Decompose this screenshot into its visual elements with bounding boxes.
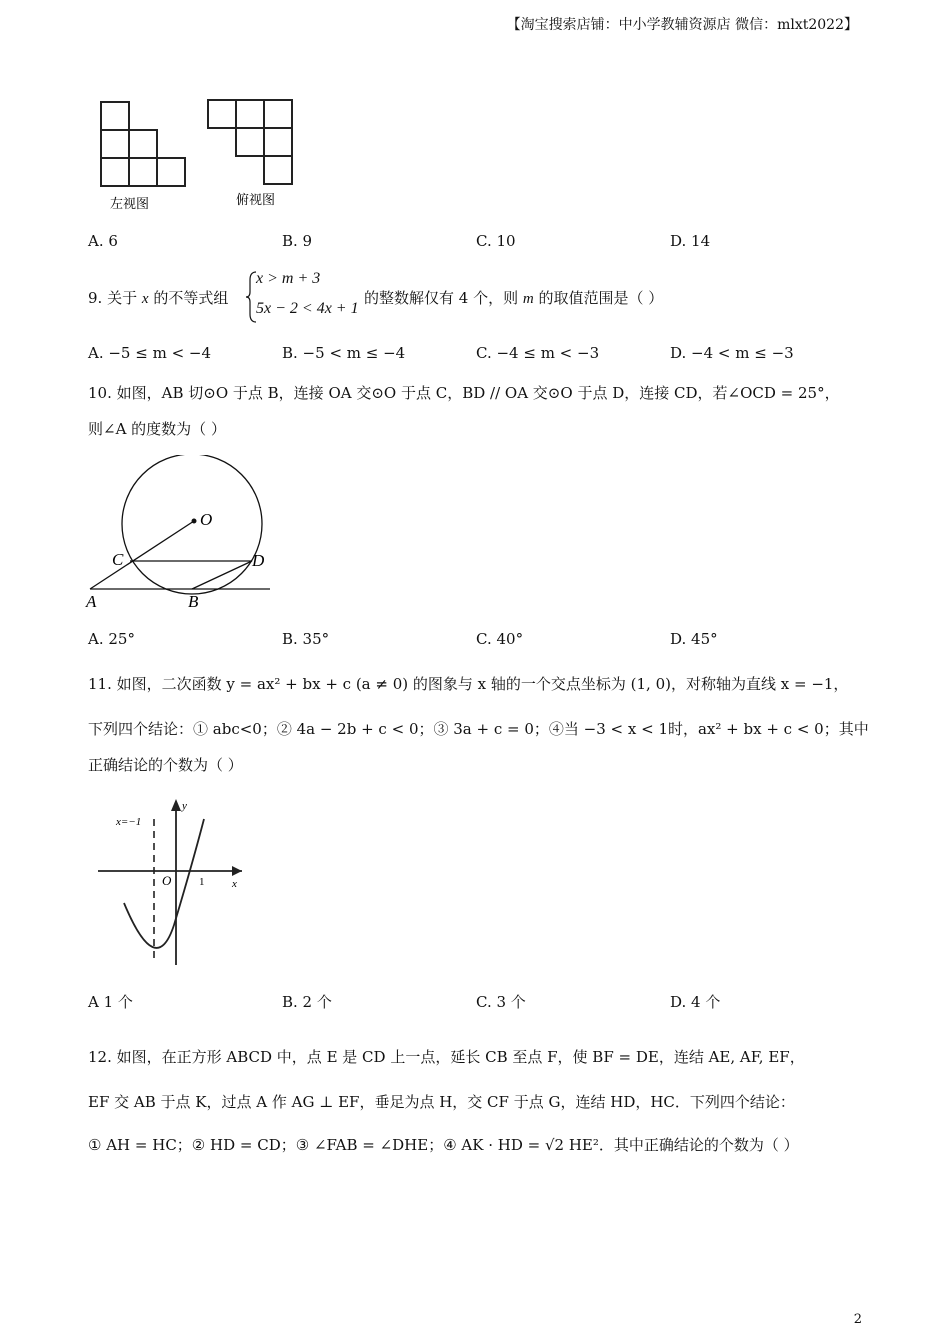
- q9-suffix1: 的整数解仅有 4 个，则: [364, 289, 519, 307]
- one-label: 1: [199, 876, 205, 888]
- q8-option-c: C. 10: [476, 232, 516, 250]
- origin-label: O: [162, 873, 172, 888]
- q11-line-3: 正确结论的个数为（ ）: [88, 756, 243, 774]
- q9-suffix2: 的取值范围是（ ）: [538, 289, 664, 307]
- header-shop-info: 【淘宝搜索店铺：中小学教辅资源店 微信：mlxt2022】: [506, 17, 858, 33]
- q12-line-1: 12. 如图，在正方形 ABCD 中，点 E 是 CD 上一点，延长 CB 至点 F，使 BF = DE，连结 AE, AF, EF，: [88, 1048, 805, 1066]
- q8-option-a: A. 6: [88, 232, 118, 250]
- q9-ineq-2: 5x − 2 < 4x + 1: [256, 300, 359, 317]
- q11-option-c: C. 3 个: [476, 993, 526, 1011]
- top-view-label: 俯视图: [236, 192, 276, 207]
- center-dot: [192, 519, 197, 524]
- q10-circle-figure: [82, 455, 282, 615]
- q10-line-1: 10. 如图，AB 切⊙O 于点 B，连接 OA 交⊙O 于点 C，BD // OA 交⊙O 于点 D，连接 CD，若∠OCD = 25°，: [88, 384, 840, 402]
- chord-bd: [192, 561, 252, 589]
- x-label: x: [232, 878, 237, 890]
- q9-ineq-1: x > m + 3: [256, 270, 321, 287]
- q11-option-d: D. 4 个: [670, 993, 721, 1011]
- q10-option-a: A. 25°: [88, 630, 135, 648]
- y-label: y: [182, 800, 187, 812]
- q11-option-b: B. 2 个: [282, 993, 332, 1011]
- q10-option-b: B. 35°: [282, 630, 330, 648]
- label-b: B: [188, 592, 199, 611]
- q9-var-x: x: [141, 291, 149, 307]
- q8-option-b: B. 9: [282, 232, 313, 250]
- q10-line-2: 则∠A 的度数为（ ）: [88, 420, 226, 438]
- label-d: D: [252, 551, 265, 570]
- q9-text-suffix: [364, 287, 663, 308]
- x-axis-arrow-icon: [232, 866, 242, 876]
- q10-option-c: C. 40°: [476, 630, 524, 648]
- q9-prefix: 9. 关于: [88, 289, 138, 307]
- top-view-grid: [208, 100, 292, 184]
- q9-option-a: A. −5 ≤ m < −4: [88, 344, 212, 362]
- q8-views-figure: [96, 92, 306, 217]
- left-view-grid: [101, 102, 185, 186]
- y-axis-arrow-icon: [171, 799, 181, 811]
- q11-parabola-graph: [96, 795, 256, 970]
- page-number: 2: [853, 1312, 862, 1327]
- q9-mid: 的不等式组: [153, 289, 229, 307]
- label-o: O: [200, 510, 213, 529]
- left-view-label: 左视图: [110, 196, 150, 211]
- q11-line-2: 下列四个结论：① abc<0；② 4a − 2b + c < 0；③ 3a + c = 0；④当 −3 < x < 1时，ax² + bx + c < 0；其中: [88, 720, 869, 738]
- line-oa: [90, 521, 194, 589]
- circle-o: [122, 455, 262, 594]
- q12-line-3: ① AH = HC；② HD = CD；③ ∠FAB = ∠DHE；④ AK · HD = √2 HE²．其中正确结论的个数为（ ）: [88, 1136, 799, 1154]
- q12-line-2: EF 交 AB 于点 K，过点 A 作 AG ⊥ EF，垂足为点 H，交 CF 于点 G，连结 HD，HC．下列四个结论：: [88, 1093, 795, 1111]
- q9-option-d: D. −4 < m ≤ −3: [670, 344, 794, 362]
- axis-label: x=−1: [116, 816, 142, 828]
- label-c: C: [112, 550, 124, 569]
- q8-option-d: D. 14: [670, 232, 711, 250]
- q11-line-1: 11. 如图，二次函数 y = ax² + bx + c (a ≠ 0) 的图象与 x 轴的一个交点坐标为 (1, 0)，对称轴为直线 x = −1，: [88, 675, 849, 693]
- q9-option-b: B. −5 < m ≤ −4: [282, 344, 406, 362]
- q10-option-d: D. 45°: [670, 630, 718, 648]
- q9-var-m: m: [522, 291, 534, 307]
- q9-text: [88, 287, 228, 308]
- q11-option-a: A 1 个: [88, 993, 133, 1011]
- label-a: A: [86, 592, 97, 611]
- q9-option-c: C. −4 ≤ m < −3: [476, 344, 600, 362]
